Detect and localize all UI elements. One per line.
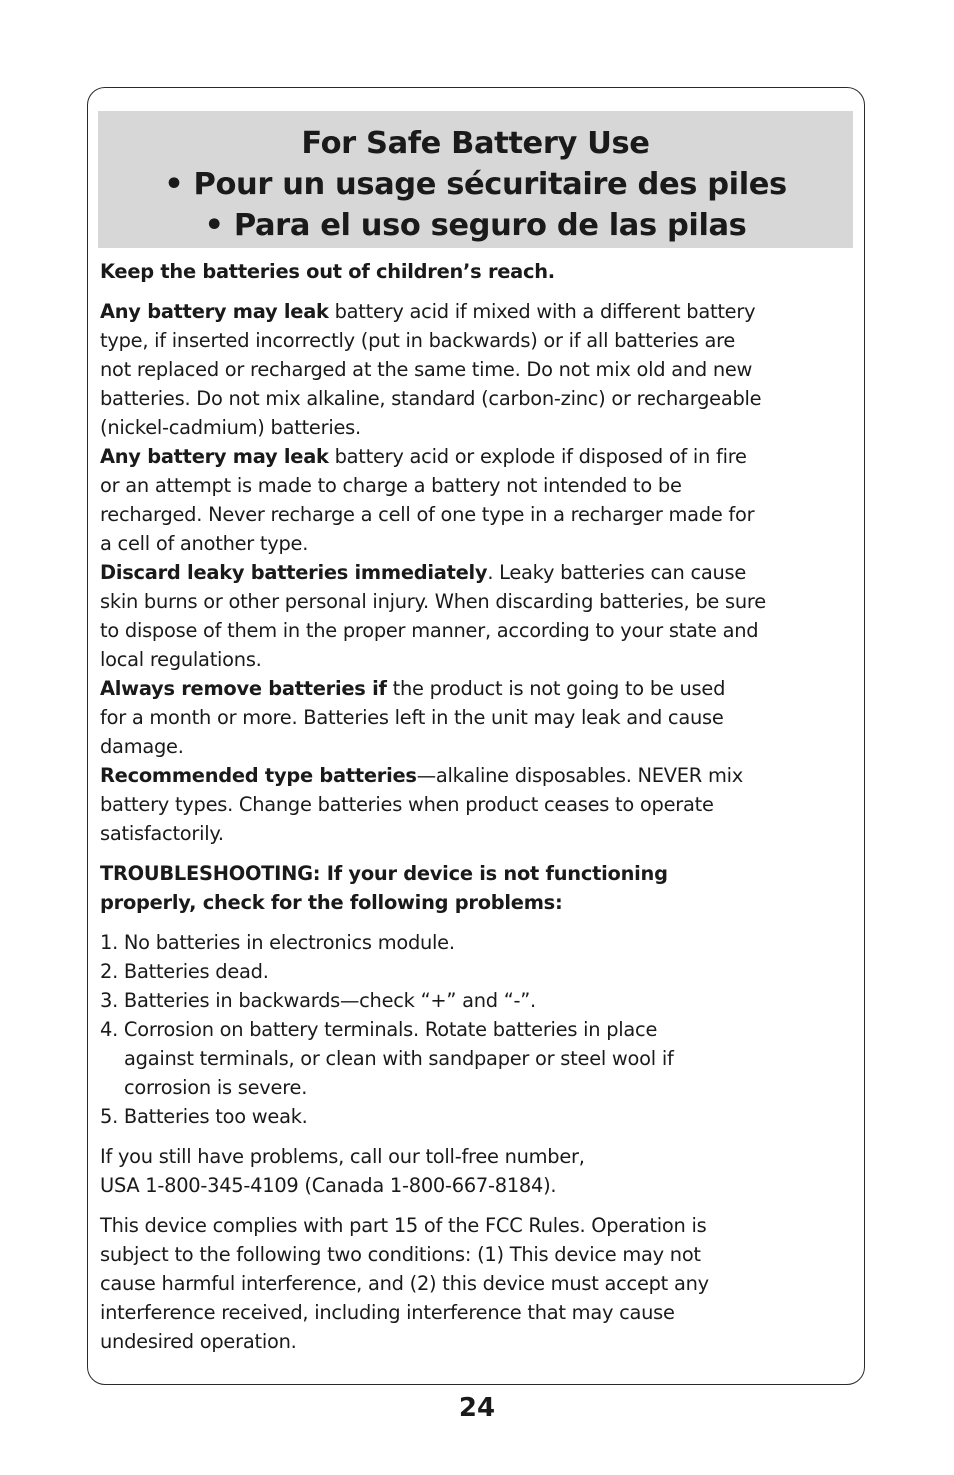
intro-warning: Keep the batteries out of children’s reach. [100,260,555,283]
warning-text: battery acid if mixed with a different battery [328,300,756,323]
warning-text: skin burns or other personal injury. When discarding batteries, be sure [100,590,766,613]
fcc-line: cause harmful interference, and (2) this device must accept any [100,1272,709,1295]
warning-text: damage. [100,735,184,758]
warning-text: battery acid or explode if disposed of in fire [328,445,747,468]
warning-text: for a month or more. Batteries left in the unit may leak and cause [100,706,724,729]
warning-text: recharged. Never recharge a cell of one type in a recharger made for [100,503,755,526]
title-spanish: • Para el uso seguro de las pilas [204,208,747,243]
safety-content [100,257,852,1356]
troubleshooting-list [100,928,852,1131]
troubleshooting-heading-line: properly, check for the following problems: [100,891,563,914]
warning-mixing [100,297,852,442]
troubleshooting-heading-line: TROUBLESHOOTING: If your device is not functioning [100,862,668,885]
list-item: 2. Batteries dead. [100,960,269,983]
warning-text: local regulations. [100,648,262,671]
title-banner [98,111,853,248]
troubleshooting-heading [100,859,852,917]
warning-text: or an attempt is made to charge a battery not intended to be [100,474,682,497]
list-item-continued: against terminals, or clean with sandpaper or steel wool if [124,1047,674,1070]
warning-text: (nickel-cadmium) batteries. [100,416,361,439]
warning-text: —alkaline disposables. NEVER mix [416,764,743,787]
warning-text: type, if inserted incorrectly (put in backwards) or if all batteries are [100,329,736,352]
warning-remove [100,674,852,761]
fcc-line: undesired operation. [100,1330,297,1353]
fcc-statement [100,1211,852,1356]
warning-text: to dispose of them in the proper manner, according to your state and [100,619,759,642]
warning-lead: Any battery may leak [100,445,329,468]
warning-recommended [100,761,852,848]
list-item: 1. No batteries in electronics module. [100,931,455,954]
fcc-line: interference received, including interference that may cause [100,1301,675,1324]
warning-text: batteries. Do not mix alkaline, standard (carbon-zinc) or rechargeable [100,387,762,410]
warning-fire [100,442,852,558]
warning-text: battery types. Change batteries when product ceases to operate [100,793,714,816]
warning-text: . Leaky batteries can cause [487,561,747,584]
contact-info [100,1142,852,1200]
warning-lead: Recommended type batteries [100,764,417,787]
warning-lead: Any battery may leak [100,300,329,323]
list-item: 3. Batteries in backwards—check “+” and “-”. [100,989,536,1012]
warning-text: not replaced or recharged at the same time. Do not mix old and new [100,358,753,381]
list-item: 5. Batteries too weak. [100,1105,308,1128]
contact-phone: USA 1-800-345-4109 (Canada 1-800-667-8184). [100,1174,557,1197]
warning-leaky [100,558,852,674]
list-item-continued: corrosion is severe. [124,1076,308,1099]
warning-lead: Always remove batteries if [100,677,387,700]
fcc-line: subject to the following two conditions: (1) This device may not [100,1243,701,1266]
title-french: • Pour un usage sécuritaire des piles [164,167,787,202]
warning-text: a cell of another type. [100,532,309,555]
fcc-line: This device complies with part 15 of the FCC Rules. Operation is [100,1214,707,1237]
warning-lead: Discard leaky batteries immediately [100,561,488,584]
warning-text: satisfactorily. [100,822,224,845]
contact-line: If you still have problems, call our toll-free number, [100,1145,585,1168]
list-item: 4. Corrosion on battery terminals. Rotate batteries in place [100,1018,658,1041]
warning-text: the product is not going to be used [386,677,726,700]
page-number: 24 [458,1393,496,1423]
title-english: For Safe Battery Use [301,126,650,161]
